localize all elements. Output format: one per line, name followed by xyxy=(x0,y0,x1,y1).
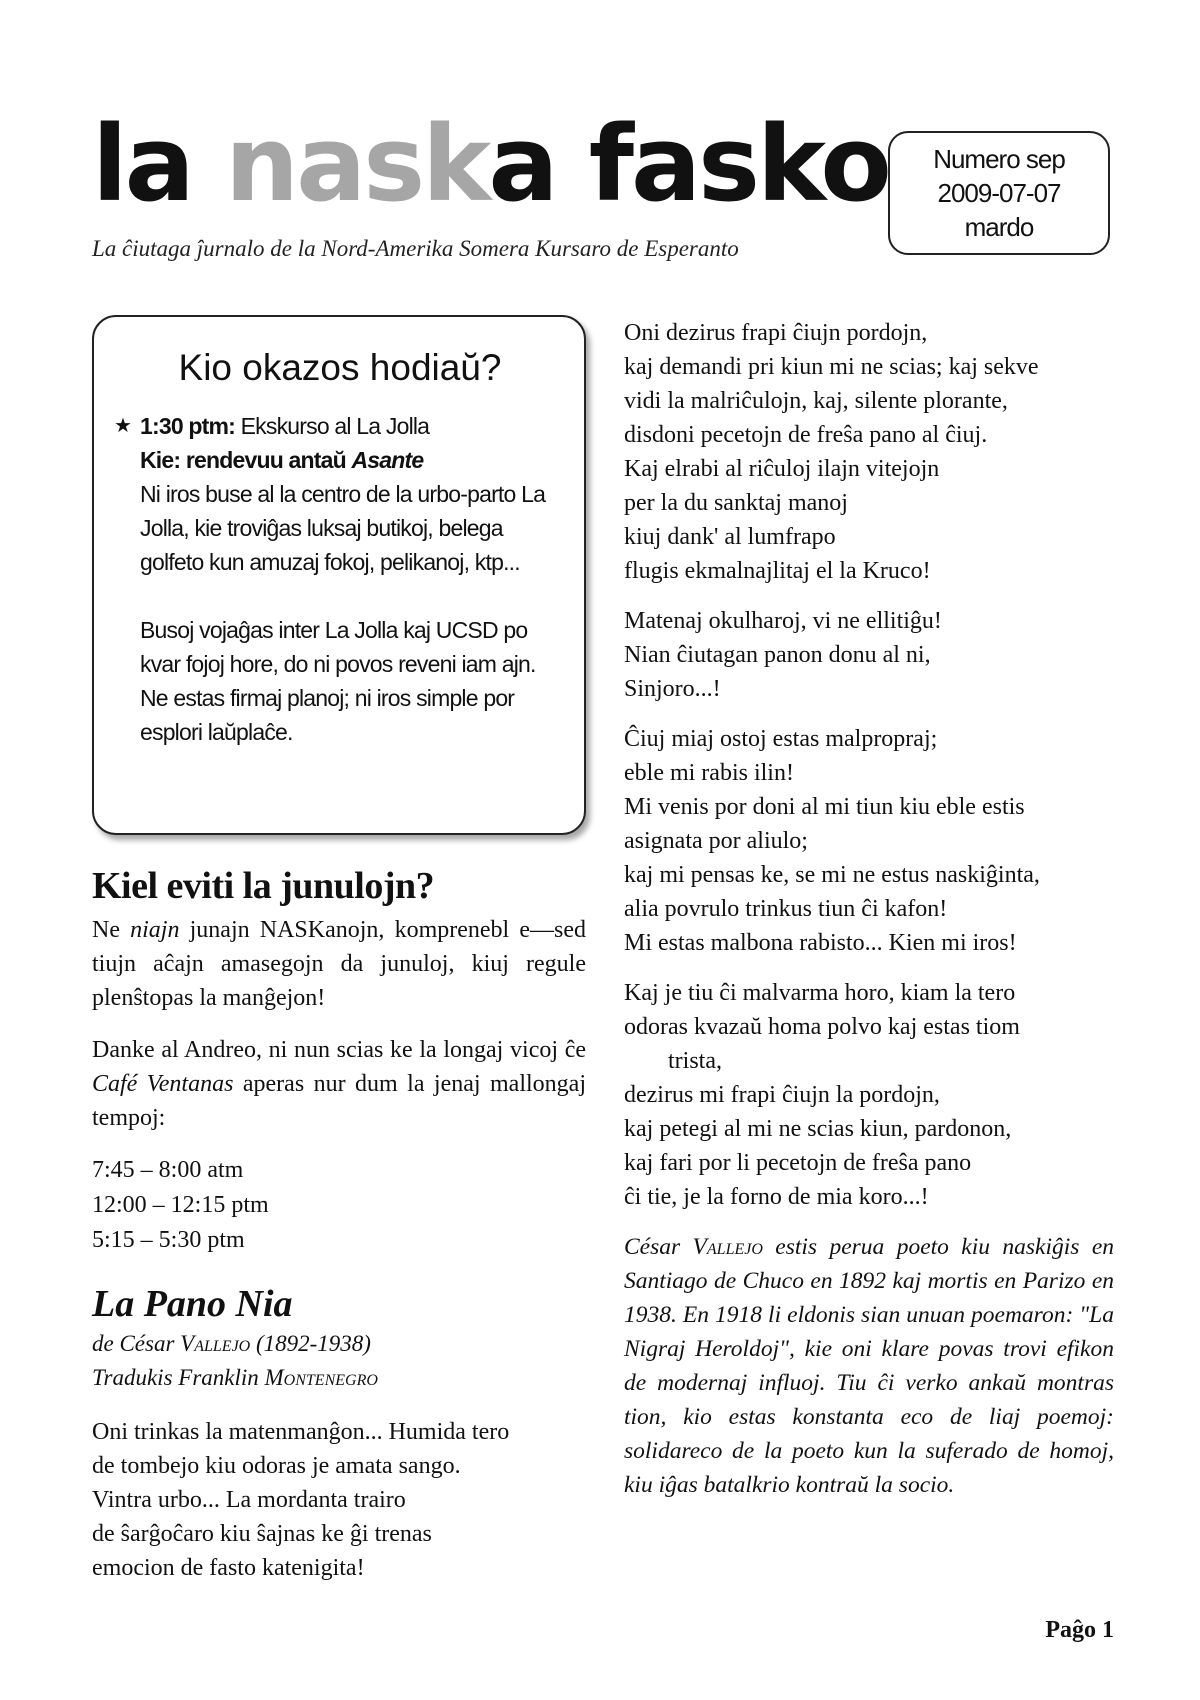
poem-title: La Pano Nia xyxy=(92,1282,293,1325)
issue-date: 2009-07-07 xyxy=(937,178,1061,208)
poem-line: trista, xyxy=(668,1048,722,1074)
poem-line: flugis ekmalnajlitaj el la Kruco! xyxy=(624,558,931,584)
event-where-line xyxy=(140,443,566,477)
author-bio: César Vallejo estis perua poeto kiu naskiĝis en Santiago de Chuco en 1892 kaj mortis en Parizo en 1938. En 1918 li eldonis sian unuan poemaron: "La Nigraj Heroldoj", kie oni klare povas trovi efikon de modernaj influoj. Tiu ĉi verko ankaŭ montras tion, kio estas konstanta eco de liaj poemoj: solidareco de la poeto kun la suferado de homoj, kiu iĝas batalkrio kontraŭ la socio. xyxy=(624,1234,1114,1498)
masthead-title xyxy=(92,103,889,225)
time-list xyxy=(92,1153,586,1258)
poem-line: per la du sanktaj manoj xyxy=(624,490,848,516)
poem-line: odoras kvazaŭ homa polvo kaj estas tiom xyxy=(624,1014,1020,1040)
masthead-part-3: a fasko xyxy=(488,103,889,225)
poem-stanza-3 xyxy=(624,722,1114,960)
poem-byline xyxy=(92,1327,586,1395)
poem-line: Nian ĉiutagan panon donu al ni, xyxy=(624,642,931,668)
event-description: Ni iros buse al la centro de la urbo-parto La Jolla, kie troviĝas luksaj butikoj, belega golfeto kun amuzaj fokoj, pelikanoj, ktp... xyxy=(140,481,546,575)
time-slot: 12:00 – 12:15 ptm xyxy=(92,1191,269,1218)
time-slot: 7:45 – 8:00 atm xyxy=(92,1156,244,1183)
time-slot: 5:15 – 5:30 ptm xyxy=(92,1226,245,1253)
article-paragraph-2: Danke al Andreo, ni nun scias ke la longaj vicoj ĉe Café Ventanas aperas nur dum la jenaj mallongaj tempoj: xyxy=(92,1036,586,1131)
left-column xyxy=(92,315,586,1585)
event-time: 1:30 ptm: xyxy=(140,413,236,439)
poem-line: de tombejo kiu odoras je amata sango. xyxy=(92,1453,461,1480)
event-bus-info: Busoj vojaĝas inter La Jolla kaj UCSD po kvar fojoj hore, do ni povos reveni iam ajn. Ne estas firmaj planoj; ni iros simple por esplori laŭplaĉe. xyxy=(140,617,536,745)
event-where-place: Asante xyxy=(351,447,424,473)
poem-stanza-2 xyxy=(624,604,1114,706)
poem-line: Ĉiuj miaj ostoj estas malpropraj; xyxy=(624,726,938,752)
poem-line: kaj petegi al mi ne scias kiun, pardonon, xyxy=(624,1116,1012,1142)
events-box xyxy=(92,315,586,835)
events-title: Kio okazos hodiaŭ? xyxy=(178,347,502,388)
poem-line: Oni trinkas la matenmanĝon... Humida tero xyxy=(92,1419,510,1446)
right-column xyxy=(624,316,1114,1502)
event-item xyxy=(114,409,566,749)
page-number: Paĝo 1 xyxy=(1045,1617,1114,1643)
issue-number: Numero sep xyxy=(933,144,1065,174)
cafe-name: Café Ventanas xyxy=(92,1070,234,1097)
poem-line: Mi venis por doni al mi tiun kiu eble estis xyxy=(624,794,1025,820)
poem-line: eble mi rabis ilin! xyxy=(624,760,794,786)
article-title: Kiel eviti la junulojn? xyxy=(92,865,435,907)
star-icon: ★ xyxy=(114,415,132,437)
poem-opening-stanza xyxy=(92,1415,586,1585)
poem-line: ĉi tie, je la forno de mia koro...! xyxy=(624,1184,929,1210)
poem-line: kaj fari por li pecetojn de freŝa pano xyxy=(624,1150,972,1176)
issue-weekday: mardo xyxy=(964,212,1034,242)
poem-line: de ŝarĝoĉaro kiu ŝajnas ke ĝi trenas xyxy=(92,1521,432,1548)
emphasis: niajn xyxy=(130,916,180,943)
poem-line: vidi la malriĉulojn, kaj, silente plorante, xyxy=(624,388,1008,414)
poem-line: kaj mi pensas ke, se mi ne estus naskiĝinta, xyxy=(624,862,1040,888)
poem-line: kaj demandi pri kiun mi ne scias; kaj sekve xyxy=(624,354,1039,380)
poem-line: Kaj elrabi al riĉuloj ilajn vitejojn xyxy=(624,456,940,482)
poem-line: Sinjoro...! xyxy=(624,676,721,702)
event-what: Ekskurso al La Jolla xyxy=(235,413,430,439)
poem-stanza-4 xyxy=(624,976,1114,1214)
poem-line: alia povrulo trinkus tiun ĉi kafon! xyxy=(624,896,948,922)
masthead-part-grey: nask xyxy=(225,103,489,225)
issue-box xyxy=(888,131,1110,255)
poem-line: Mi estas malbona rabisto... Kien mi iros! xyxy=(624,930,1017,956)
article-paragraph-1: Ne niajn junajn NASKanojn, komprenebl e—sed tiujn aĉajn amasegojn da junuloj, kiuj regule plenŝtopas la manĝejon! xyxy=(92,916,587,1011)
poem-translator: Tradukis Franklin Montenegro xyxy=(92,1365,378,1391)
poem-line: Oni dezirus frapi ĉiujn pordojn, xyxy=(624,320,928,346)
poem-line: emocion de fasto katenigita! xyxy=(92,1555,365,1582)
poem-line: asignata por aliulo; xyxy=(624,828,808,854)
poem-line: kiuj dank' al lumfrapo xyxy=(624,524,836,550)
poem-author: de César Vallejo (1892-1938) xyxy=(92,1331,371,1357)
poem-line: disdoni pecetojn de freŝa pano al ĉiuj. xyxy=(624,422,988,448)
poem-stanza-1 xyxy=(624,316,1114,588)
masthead-subtitle: La ĉiutaga ĵurnalo de la Nord-Amerika Somera Kursaro de Esperanto xyxy=(92,236,739,261)
event-time-line xyxy=(140,409,566,443)
event-where-label: Kie: rendevuu antaŭ xyxy=(140,447,352,473)
masthead-part-1: la xyxy=(92,103,226,225)
poem-line: dezirus mi frapi ĉiujn la pordojn, xyxy=(624,1082,940,1108)
poem-line: Kaj je tiu ĉi malvarma horo, kiam la tero xyxy=(624,980,1016,1006)
poem-line: Matenaj okulharoj, vi ne ellitiĝu! xyxy=(624,608,942,634)
poem-line: Vintra urbo... La mordanta trairo xyxy=(92,1487,406,1514)
